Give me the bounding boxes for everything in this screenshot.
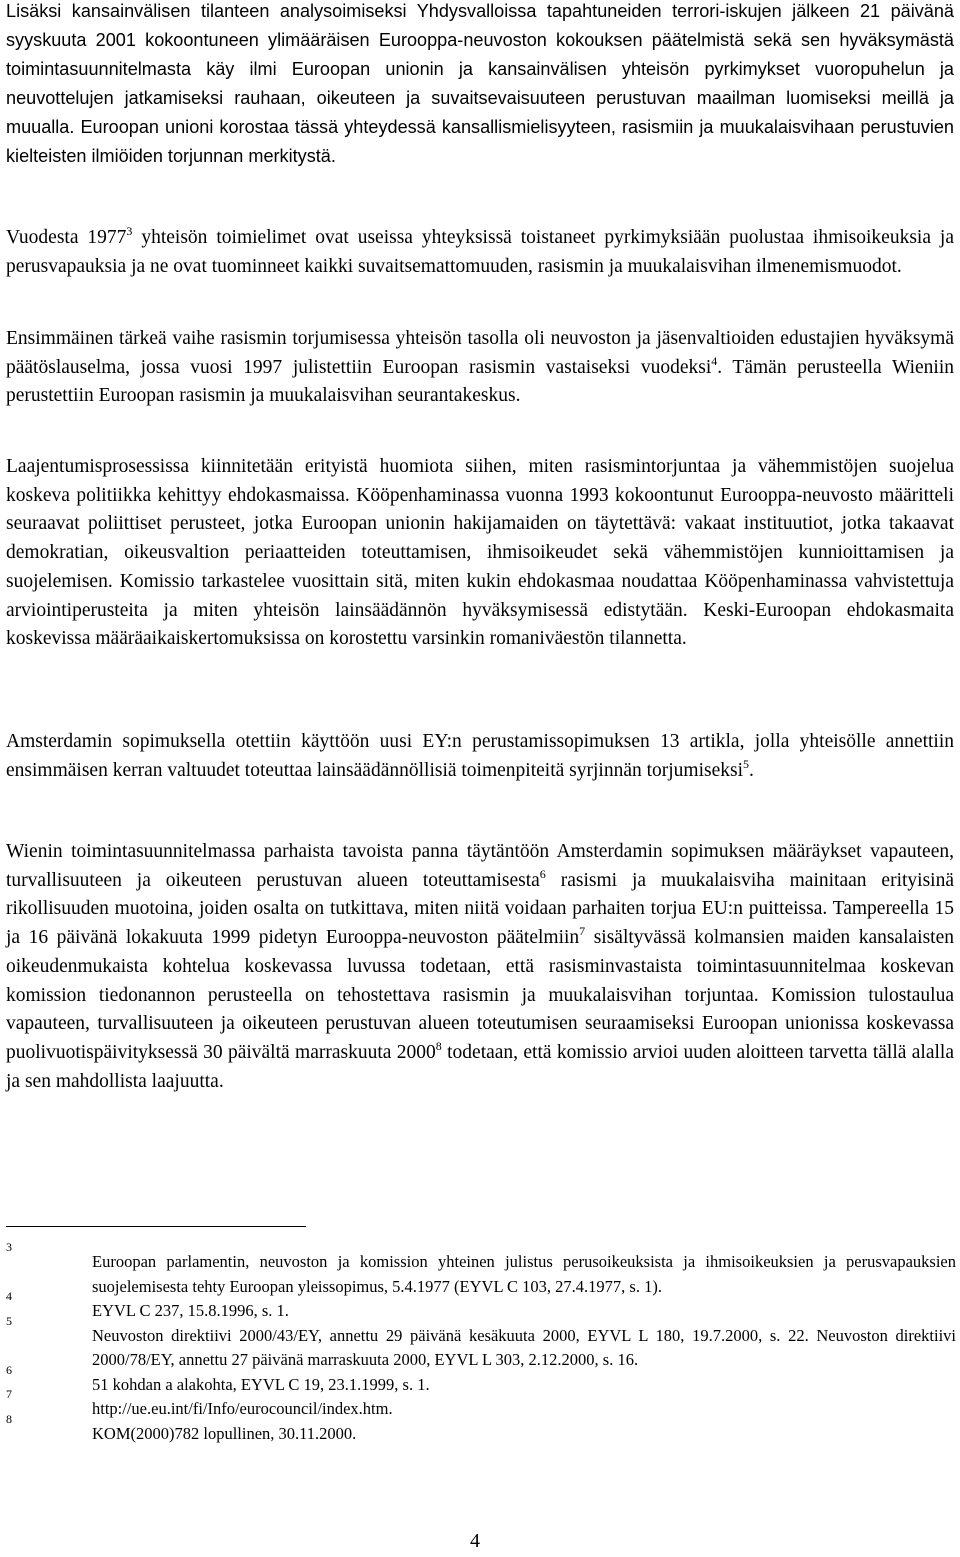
footnote-number: 4 <box>6 1289 12 1303</box>
footnote-text: Neuvoston direktiivi 2000/43/EY, annettu 29 päivänä kesäkuuta 2000, EYVL L 180, 19.7.2000, s. 22. Neuvoston direktiivi 2000/78/EY, annettu 27 päivänä marraskuuta 2000, EYVL L 303, 2.12.2000, s. 16. <box>92 1325 956 1369</box>
footnote-text: 51 kohdan a alakohta, EYVL C 19, 23.1.1999, s. 1. <box>92 1374 430 1394</box>
page-number: 4 <box>470 1530 480 1552</box>
footnote-number: 8 <box>6 1411 12 1426</box>
footnote-number: 5 <box>6 1313 12 1328</box>
footnote-separator <box>6 1226 306 1227</box>
footnote-number: 6 <box>6 1362 12 1377</box>
paragraph-6-text-a: Wienin toimintasuunnitelmassa parhaista tavoista panna täytäntöön Amsterdamin sopimuksen määräykset vapauteen, turvallisuuteen ja oikeuteen perustuvan alueen toteuttamisesta <box>6 841 954 891</box>
footnote-number: 3 <box>6 1240 12 1254</box>
footnote-ref-8[interactable]: 8 <box>435 1038 442 1053</box>
footnote-ref-4[interactable]: 4 <box>711 353 718 368</box>
paragraph-6-text-c: sisältyvässä kolmansien maiden kansalaisten oikeudenmukaista kohtelua koskevassa luvussa todetaan, että rasisminvastaista toimintasuunnitelmaa koskevan komission tiedonannon perusteella on tehostettava rasismin ja muukalaisvihan torjuntaa. Komission tulostaulua vapauteen, turvallisuuteen ja oikeuteen perustuvan alueen toteutumisen seuraamiseksi Euroopan unionissa koskevassa puolivuotispäivityksessä 30 päivältä marraskuuta 2000 <box>6 927 954 1063</box>
paragraph-5 <box>6 728 954 785</box>
footnote-8 <box>6 1411 956 1447</box>
footnotes <box>6 1240 956 1446</box>
footnote-3 <box>6 1240 956 1299</box>
footnote-text: KOM(2000)782 lopullinen, 30.11.2000. <box>92 1423 357 1443</box>
paragraph-3-text-a: Ensimmäinen tärkeä vaihe rasismin torjumisessa yhteisön tasolla oli neuvoston ja jäsenvaltioiden edustajien hyväksymä päätöslauselma, jossa vuosi 1997 julistettiin Euroopan rasismin vastaiseksi vuodeksi <box>6 328 954 378</box>
footnote-ref-5[interactable]: 5 <box>743 756 750 771</box>
footnote-5 <box>6 1313 956 1373</box>
footnote-ref-6[interactable]: 6 <box>539 866 546 881</box>
paragraph-2 <box>6 224 954 281</box>
footnote-number: 7 <box>6 1387 12 1401</box>
paragraph-6-text-d: todetaan, että komissio arvioi uuden aloitteen tarvetta tällä alalla ja sen mahdollista laajuutta. <box>6 1041 954 1092</box>
paragraph-2-text-a: Vuodesta 1977 <box>6 227 127 248</box>
paragraph-3 <box>6 325 954 411</box>
footnote-text: EYVL C 237, 15.8.1996, s. 1. <box>92 1301 289 1320</box>
footnote-ref-3[interactable]: 3 <box>126 224 133 238</box>
paragraph-5-text-a: Amsterdamin sopimuksella otettiin käyttöön uusi EY:n perustamissopimuksen 13 artikla, jolla yhteisölle annettiin ensimmäisen kerran valtuudet toteuttaa lainsäädännöllisiä toimenpiteitä syrjinnän torjumiseksi <box>6 731 954 781</box>
paragraph-4: Laajentumisprosessissa kiinnitetään erityistä huomiota siihen, miten rasismintorjuntaa ja vähemmistöjen suojelua koskeva politiikka kehittyy ehdokasmaissa. Kööpenhaminassa vuonna 1993 kokoontunut Eurooppa-neuvosto määritteli seuraavat poliittiset perusteet, jotka Euroopan unionin hakijamaiden on täytettävä: vakaat instituutiot, jotka takaavat demokratian, oikeusvaltion periaatteiden toteuttamisen, ihmisoikeudet sekä vähemmistöjen kunnioittamisen ja suojelemisen. Komissio tarkastelee vuosittain sitä, miten kukin ehdokasmaa noudattaa Kööpenhaminassa vahvistettuja arviointiperusteita ja miten yhteisön lainsäädännön hyväksymisessä edistytään. Keski-Euroopan ehdokasmaita koskevissa määräaikaiskertomuksissa on korostettu varsinkin romaniväestön tilannetta. <box>6 456 954 650</box>
footnote-4 <box>6 1289 956 1324</box>
footnote-ref-7[interactable]: 7 <box>579 924 586 939</box>
footnote-7 <box>6 1387 956 1422</box>
paragraph-6-text-b: rasismi ja muukalaisviha mainitaan erityisinä rikollisuuden muotoina, joiden osalta on tutkittava, miten niitä voidaan parhaiten torjua EU:n puitteissa. Tampereella 15 ja 16 päivänä lokakuuta 1999 pidetyn Eurooppa-neuvoston päätelmiin <box>6 869 954 949</box>
paragraph-3-text-b: . Tämän perusteella Wieniin perustettiin Euroopan rasismin ja muukalaisvihan seurantakeskus. <box>6 356 954 407</box>
footnote-text: Euroopan parlamentin, neuvoston ja komission yhteinen julistus perusoikeuksista ja ihmisoikeuksien ja perusvapauksien suojelemisesta tehty Euroopan yleissopimus, 5.4.1977 (EYVL C 103, 27.4.1977, s. 1). <box>92 1252 956 1296</box>
paragraph-1: Lisäksi kansainvälisen tilanteen analysoimiseksi Yhdysvalloissa tapahtuneiden terrori-iskujen jälkeen 21 päivänä syyskuuta 2001 kokoontuneen ylimääräisen Eurooppa-neuvoston kokouksen päätelmistä sekä sen hyväksymästä toimintasuunnitelmasta käy ilmi Euroopan unionin ja kansainvälisen yhteisön pyrkimykset vuoropuhelun ja neuvottelujen jatkamiseksi rauhaan, oikeuteen ja suvaitsevaisuuteen perustuvan maailman luomiseksi meillä ja muualla. Euroopan unioni korostaa tässä yhteydessä kansallismielisyyteen, rasismiin ja muukalaisvihaan perustuvien kielteisten ilmiöiden torjunnan merkitystä. <box>6 1 954 166</box>
paragraph-5-text-b: . <box>749 759 754 781</box>
footnote-6 <box>6 1362 956 1398</box>
paragraph-2-text-b: yhteisön toimielimet ovat useissa yhteyksissä toistaneet pyrkimyksiään puolustaa ihmisoikeuksia ja perusvapauksia ja ne ovat tuominneet kaikki suvaitsemattomuuden, rasismin ja muukalaisvihan ilmenemismuodot. <box>6 227 954 277</box>
footnote-link[interactable]: http://ue.eu.int/fi/Info/eurocouncil/index.htm. <box>92 1399 393 1418</box>
paragraph-6 <box>6 838 954 1096</box>
